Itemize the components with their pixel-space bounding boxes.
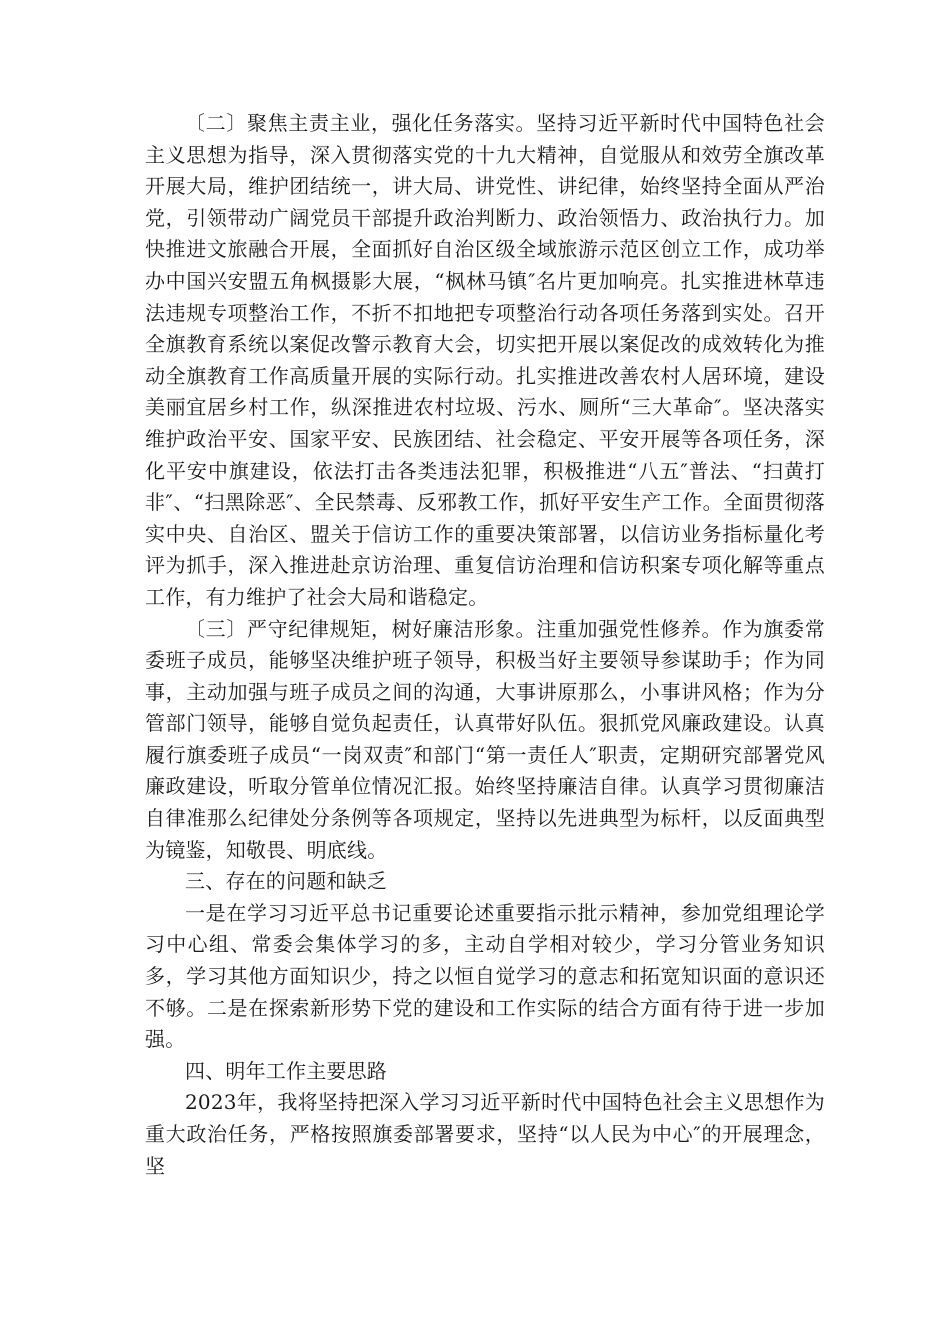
paragraph-task-implementation: 〔二〕聚焦主责主业，强化任务落实。坚持习近平新时代中国特色社会主义思想为指导，深入贯彻落实党的十九大精神，自觉服从和效劳全旗改革开展大局，维护团结统一，讲大局、讲党性、讲纪律，始终坚持全面从严治党，引领带动广阔党员干部提升政治判断力、政治领悟力、政治执行力。加快推进文旅融合开展，全面抓好自治区级全域旅游示范区创立工作，成功举办中国兴安盟五角枫摄影大展，“枫林马镇″名片更加响亮。扎实推进林草违法违规专项整治工作，不折不扣地把专项整治行动各项任务落到实处。召开全旗教育系统以案促改警示教育大会，切实把开展以案促改的成效转化为推动全旗教育工作高质量开展的实际行动。扎实推进改善农村人居环境，建设美丽宜居乡村工作，纵深推进农村垃圾、污水、厕所“三大革命″。坚决落实维护政治平安、国家平安、民族团结、社会稳定、平安开展等各项任务，深化平安中旗建设，依法打击各类违法犯罪，积极推进“八五″普法、“扫黄打非″、“扫黑除恶″、全民禁毒、反邪教工作，抓好平安生产工作。全面贯彻落实中央、自治区、盟关于信访工作的重要决策部署，以信访业务指标量化考评为抓手，深入推进赴京访治理、重复信访治理和信访积案专项化解等重点工作，有力维护了社会大局和谐稳定。 [145, 111, 825, 609]
section-heading-next-year: 四、明年工作主要思路 [185, 1058, 387, 1083]
paragraph-next-year: 2023年，我将坚持把深入学习习近平新时代中国特色社会主义思想作为重大政治任务，严格按照旗委部署要求，坚持“以人民为中心″的开展理念，坚 [145, 1090, 825, 1178]
paragraph-discipline: 〔三〕严守纪律规矩，树好廉洁形象。注重加强党性修养。作为旗委常委班子成员，能够坚决维护班子领导，积极当好主要领导参谋助手；作为同事，主动加强与班子成员之间的沟通，大事讲原那么，小事讲风格；作为分管部门领导，能够自觉负起责任，认真带好队伍。狠抓党风廉政建设。认真履行旗委班子成员“一岗双责″和部门“第一责任人″职责，定期研究部署党风廉政建设，听取分管单位情况汇报。始终坚持廉洁自律。认真学习贯彻廉洁自律准那么纪律处分条例等各项规定，坚持以先进典型为标杆，以反面典型为镜鉴，知敬畏、明底线。 [145, 616, 825, 862]
paragraph-problems: 一是在学习习近平总书记重要论述重要指示批示精神，参加党组理论学习中心组、常委会集体学习的多，主动自学相对较少，学习分管业务知识多，学习其他方面知识少，持之以恒自觉学习的意志和拓宽知识面的意识还不够。二是在探索新形势下党的建设和工作实际的结合方面有待于进一步加强。 [145, 900, 825, 1052]
document-body [145, 108, 825, 1182]
section-heading-problems: 三、存在的问题和缺乏 [185, 869, 387, 894]
